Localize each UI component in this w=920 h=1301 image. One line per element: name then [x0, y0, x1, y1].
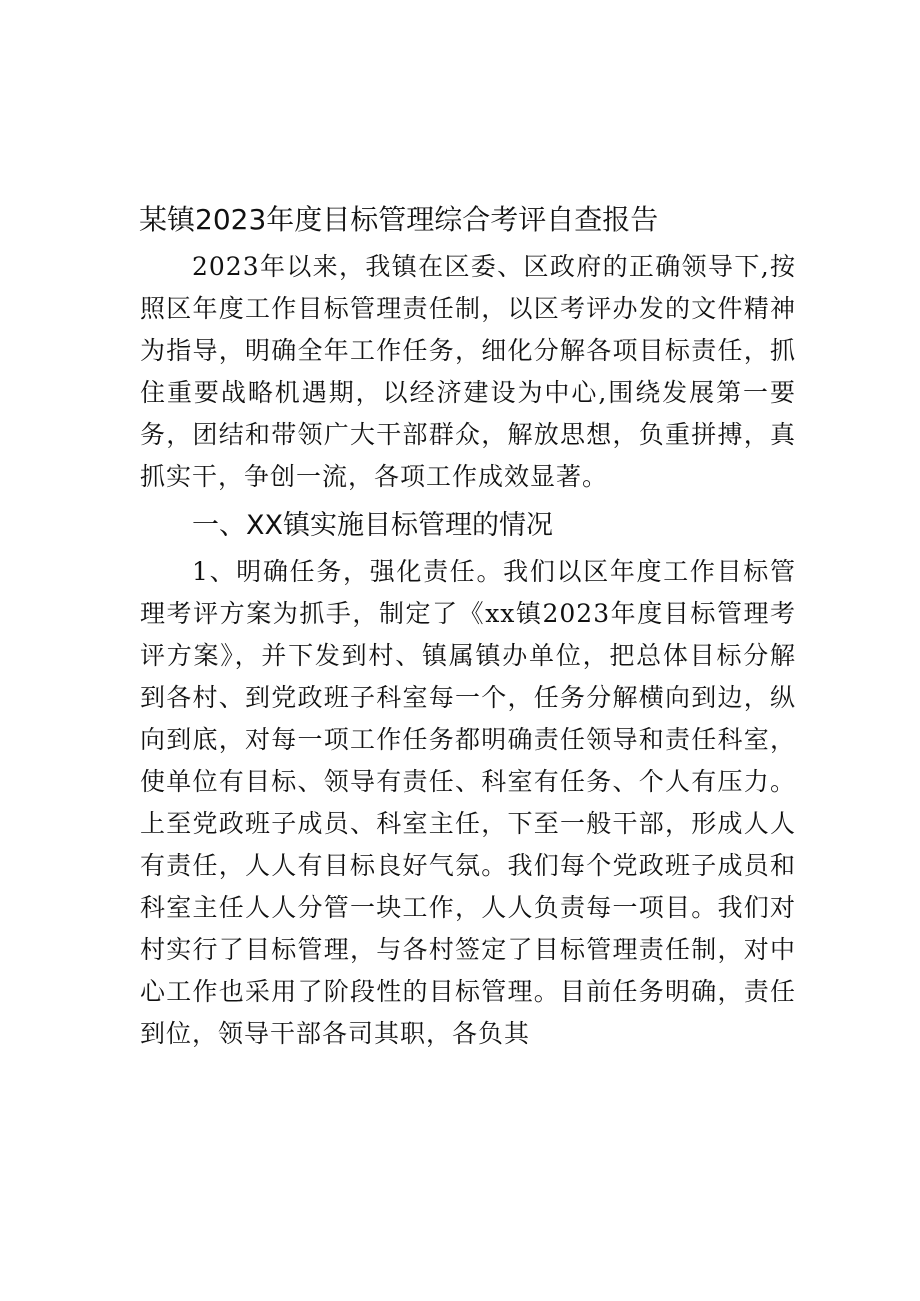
section-heading: 一、XX镇实施目标管理的情况	[192, 510, 553, 541]
document-title: 某镇2023年度目标管理综合考评自查报告	[139, 203, 659, 236]
intro-paragraph: 2023年以来，我镇在区委、区政府的正确领导下,按照区年度工作目标管理责任制，以区考评办发的文件精神为指导，明确全年工作任务，细化分解各项目标责任，抓住重要战略机遇期，以经济建设为中心,围绕发展第一要务，团结和带领广大干部群众，解放思想，负重拼搏，真抓实干，争创一流，各项工作成效显著。	[140, 252, 796, 491]
section-paragraph: 1、明确任务，强化责任。我们以区年度工作目标管理考评方案为抓手，制定了《xx镇2023年度目标管理考评方案》，并下发到村、镇属镇办单位，把总体目标分解到各村、到党政班子科室每一个，任务分解横向到边，纵向到底，对每一项工作任务都明确责任领导和责任科室，使单位有目标、领导有责任、科室有任务、个人有压力。上至党政班子成员、科室主任，下至一般干部，形成人人有责任，人人有目标良好气氛。我们每个党政班子成员和科室主任人人分管一块工作，人人负责每一项目。我们对村实行了目标管理，与各村签定了目标管理责任制，对中心工作也采用了阶段性的目标管理。目前任务明确，责任到位，领导干部各司其职，各负其	[140, 557, 796, 1048]
